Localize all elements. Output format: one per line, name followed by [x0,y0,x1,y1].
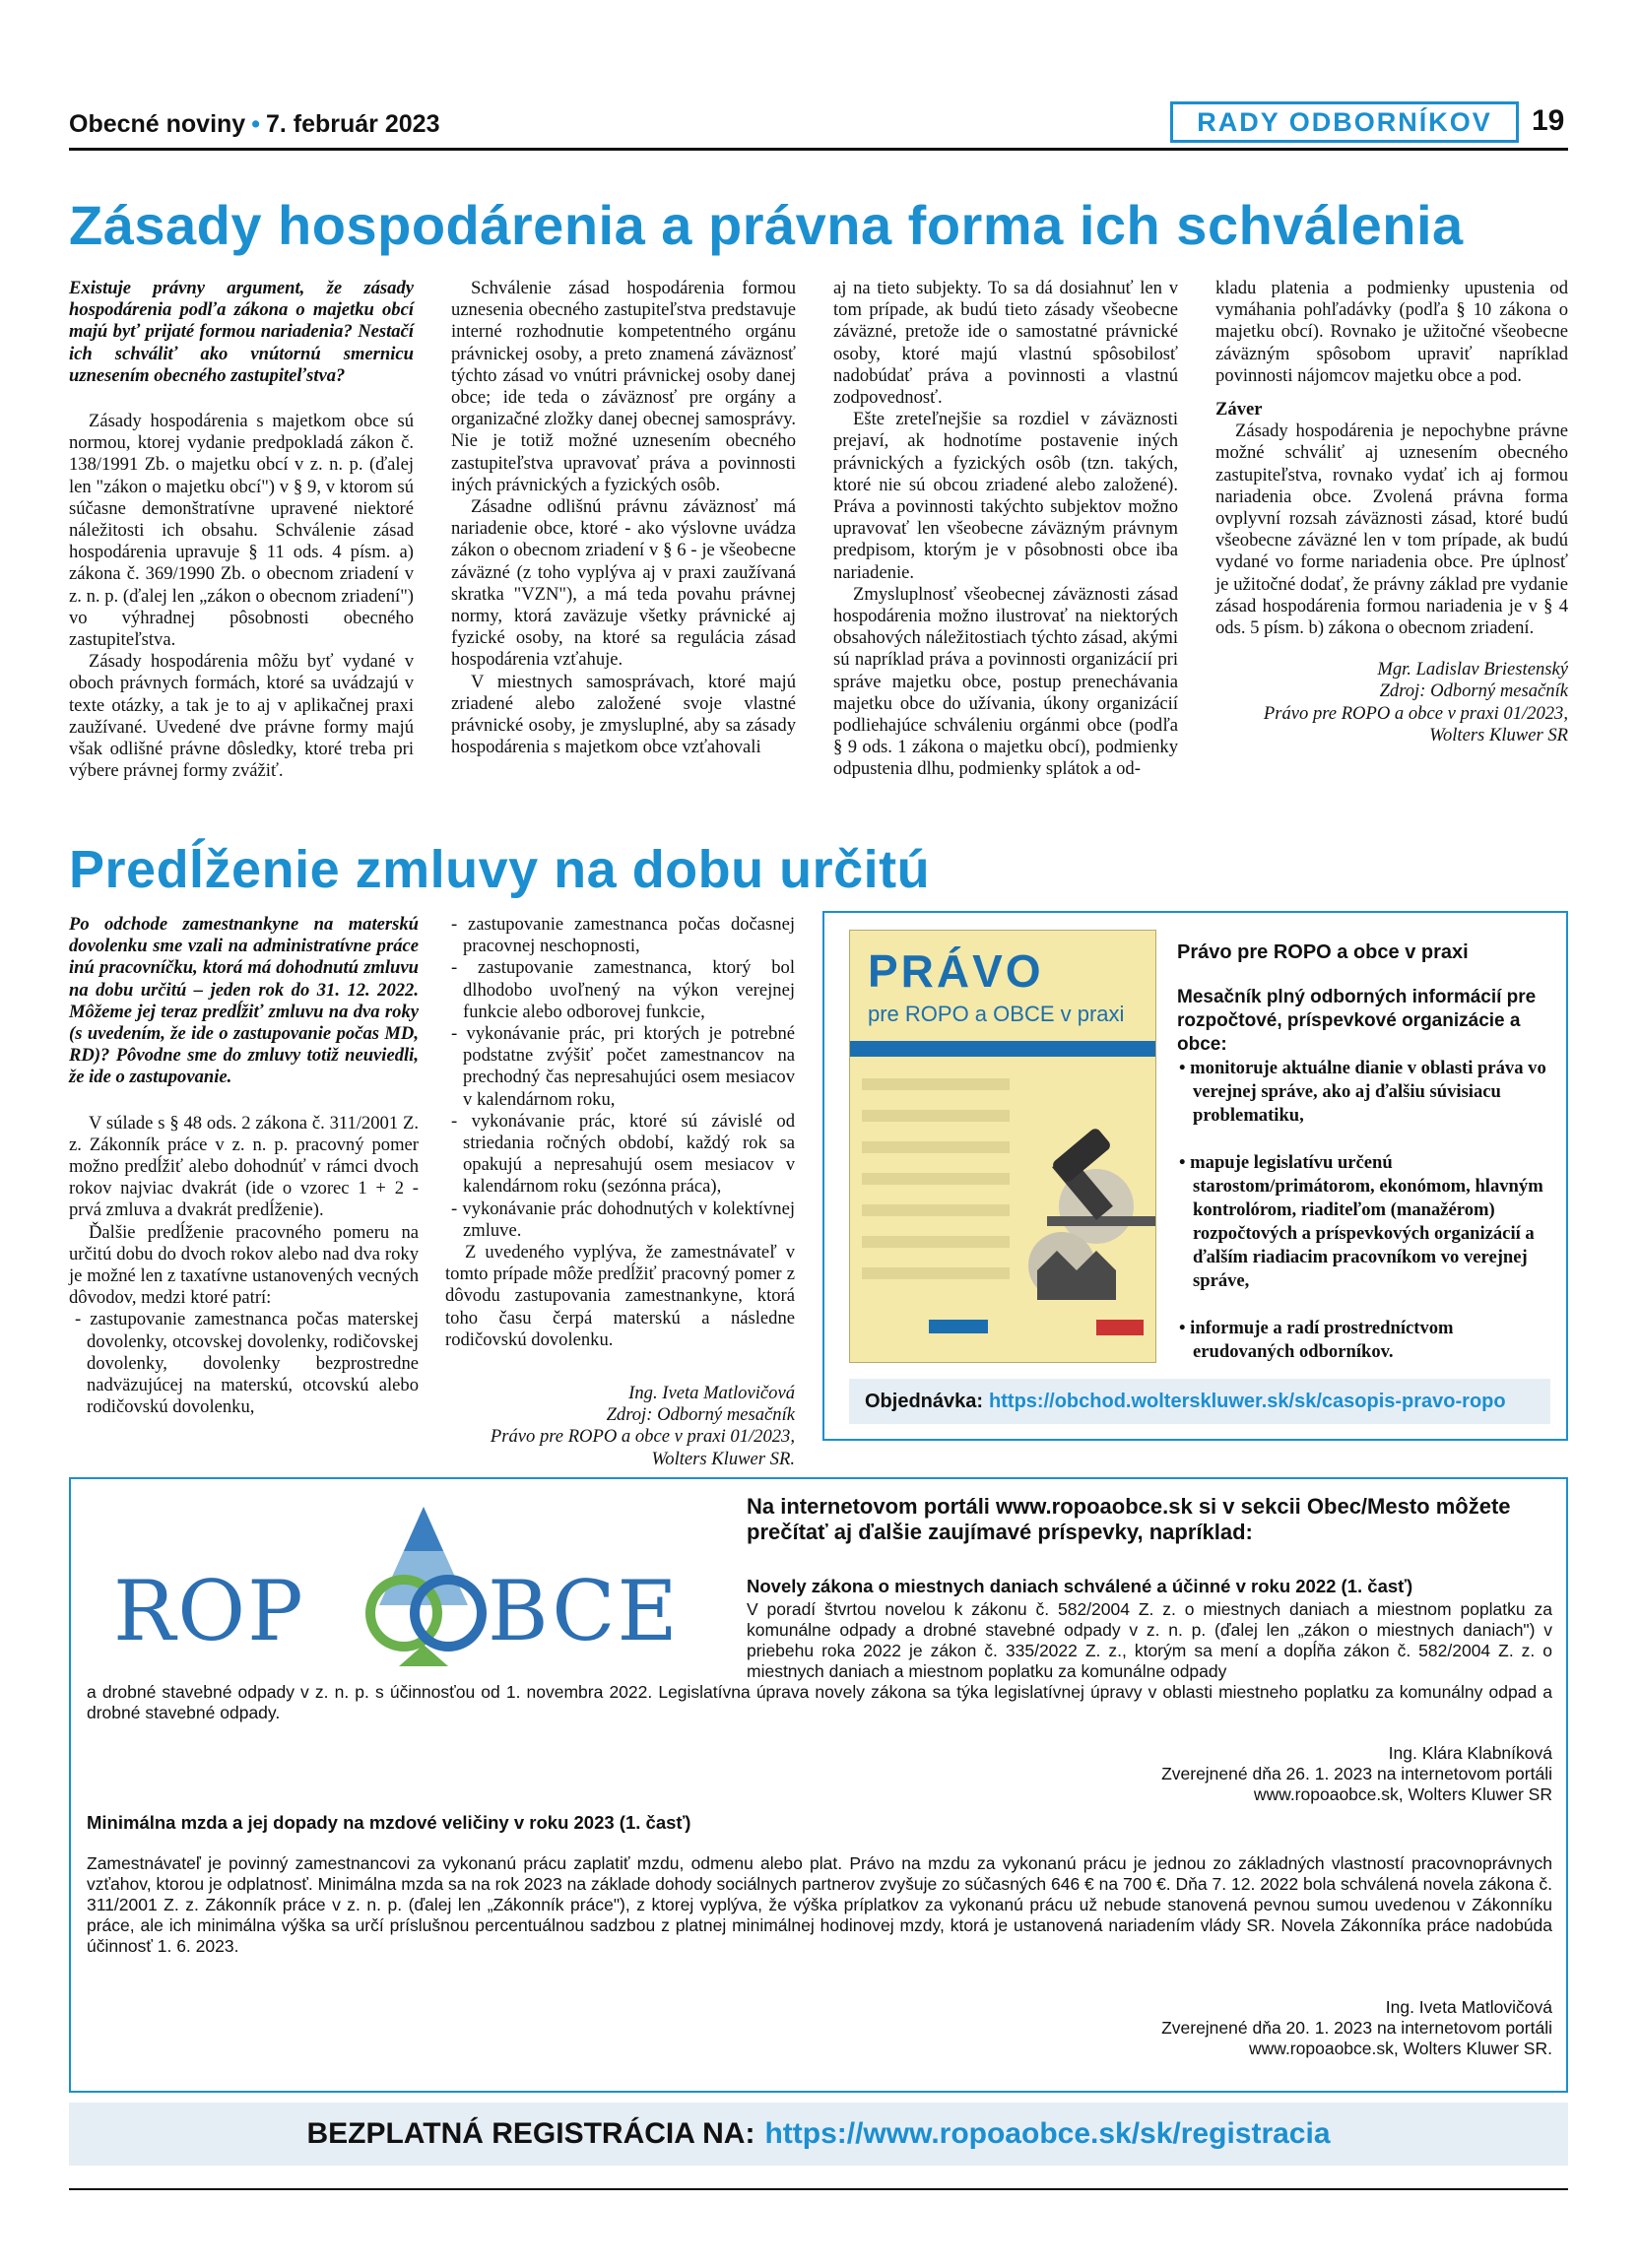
publication-name: Obecné noviny [69,110,246,138]
promo-heading: Právo pre ROPO a obce v praxi [1177,941,1469,963]
published-line: Zverejnené dňa 20. 1. 2023 na internetovom portáli [1161,2018,1552,2038]
list-item: - vykonávanie prác, pri ktorých je potrebné podstatne zvýšiť počet zamestnancov na prechodný čas nepresahujúci osem mesiacov v kalendárnom roku, [445,1023,795,1111]
author-name: Ing. Iveta Matlovičová [628,1383,795,1404]
portal-item1-text-b: a drobné stavebné odpady v z. n. p. s účinnosťou od 1. novembra 2022. Legislatívna úprava novely zákona sa týka legislatívnej úpravy v oblasti miestneho poplatku za komunálny odpad a drobné stavebné odpady. [87,1682,1552,1722]
article1-column-4 [1215,278,1568,746]
article2-column-1 [69,914,419,1418]
article2-lead: Po odchode zamestnankyne na materskú dovolenku sme vzali na administratívne práce inú pracovníčku, ktorá má dohodnutú zmluvu na dobu určitú – jeden rok do 31. 12. 2022. Môžeme jej teraz predĺžiť zmluvu na dva roky (s uvedením, že ide o zastupovanie počas MD, RD)? Pôvodne sme do zmluvy totiž neuviedli, že ide o zastupovanie. [69,914,419,1088]
article1-paragraph: Ešte zreteľnejšie sa rozdiel v záväznosti prejaví, ak hodnotíme postavenie iných právnických a fyzických osôb (tzn. takých, ktoré nie sú obcou zriadené alebo založené). Práva a povinnosti takýchto subjektov možno upravovať len všeobecne záväzným právnym predpisom, ktorým je v pôsobnosti obce iba nariadenie. [833,409,1178,583]
list-item: - vykonávanie prác, ktoré sú závislé od striedania ročných období, každý rok sa opakujú a nepresahujú osem mesiacov v kalendárnom roku (sezónna práca), [445,1111,795,1199]
portal-item2-signature [886,1997,1552,2059]
conclusion-heading: Záver [1215,399,1263,421]
promo-intro: Mesačník plný odborných informácií pre rozpočtové, príspevkové organizácie a obce: [1177,987,1537,1055]
portal-item1-signature [886,1743,1552,1805]
ropoobce-logo-icon [108,1497,709,1669]
article1-paragraph: Zásadne odlišnú právnu záväznosť má nariadenie obce, ktoré - ako výslovne uvádza zákon o obecnom zriadení v § 6 - je všeobecne záväzné (z toho vyplýva aj v praxi zaužívaná skratka "VZN"), a má teda povahu právnej normy, ktorá zaväzuje všetky právnické aj fyzické osoby, na ktoré sa regulácia zásad hospodárenia vzťahuje. [451,496,796,671]
cover-title: PRÁVO [868,945,1044,997]
footer-rule [69,2188,1568,2190]
promo-bullet: • informuje a radí prostredníctvom erudovaných odborníkov. [1177,1317,1551,1364]
registration-label: BEZPLATNÁ REGISTRÁCIA NA: [306,2117,755,2150]
published-line: www.ropoaobce.sk, Wolters Kluwer SR [1253,1784,1552,1804]
article1-paragraph: Zmysluplnosť všeobecnej záväznosti zásad hospodárenia možno ilustrovať na niektorých obsahových náležitostiach týchto zásad, akými sú napríklad práva a povinnosti organizácií pri správe majetku obce, postup prenechávania majetku obce do užívania, úkony organizácií podliehajúce schváleniu orgánmi obce (podľa § 9 ods. 1 zákona o majetku obcí), podmienky odpustenia dlhu, podmienky splátok a od- [833,583,1178,780]
gavel-illustration-icon [850,1059,1156,1363]
article1-paragraph: V miestnych samosprávach, ktoré majú zriadené alebo založené svoje vlastné právnické osoby, je zmysluplné, aby sa zásady hospodárenia s majetkom obce vzťahovali [451,671,796,758]
page-header-left [69,110,439,139]
cover-band [850,1041,1155,1057]
promo-bullet: • monitoruje aktuálne dianie v oblasti práva vo verejnej správe, ako aj ďalšiu súvisiacu problematiku, [1177,1057,1551,1128]
portal-item1-text-a: V poradí štvrtou novelou k zákonu č. 582/2004 Z. z. o miestnych daniach a miestnom poplatku za komunálne odpady a drobné stavebné odpady v z. n. p. (ďalej len „zákon o miestnych daniach") v priebehu roka 2022 je zákon č. 335/2022 Z. z., ktorým sa mení a dopĺňa zákon č. 582/2004 Z. z. o miestnych daniach a miestnom poplatku za komunálne odpady [747,1599,1552,1681]
list-item: - zastupovanie zamestnanca počas materskej dovolenky, otcovskej dovolenky, rodičovskej dovolenky, dovolenky bezprostredne nadväzujúcej na materskú, otcovskú alebo rodičovskú dovolenku, [69,1309,419,1418]
promo-bullets [1177,1057,1551,1364]
author-name: Ing. Iveta Matlovičová [1385,1997,1552,2017]
list-item: - zastupovanie zamestnanca počas dočasnej pracovnej neschopnosti, [445,914,795,957]
article1-column-1 [69,278,414,782]
order-bar [849,1379,1550,1424]
article1-lead: Existuje právny argument, že zásady hospodárenia podľa zákona o majetku obcí majú byť prijaté formou nariadenia? Nestačí ich schváliť ako vnútornú smernicu uznesením obecného zastupiteľstva? [69,278,414,386]
order-link[interactable]: https://obchod.wolterskluwer.sk/sk/casopis-pravo-ropo [989,1390,1506,1412]
reasons-list [69,1309,419,1418]
magazine-cover-image [849,930,1156,1363]
source-line: Právo pre ROPO a obce v praxi 01/2023, [1263,702,1568,724]
source-line: Wolters Kluwer SR. [651,1448,795,1469]
portal-item2-title[interactable]: Minimálna mzda a jej dopady na mzdové veličiny v roku 2023 (1. časť) [87,1812,691,1833]
published-line: Zverejnené dňa 26. 1. 2023 na internetovom portáli [1161,1764,1552,1783]
article2-paragraph: V súlade s § 48 ods. 2 zákona č. 311/2001 Z. z. Zákonník práce v z. n. p. pracovný pomer možno predĺžiť alebo dohodnúť v rámci dvoch rokov najviac dvakrát (ide o vzorec 1 + 2 - prvá zmluva a dvakrát predĺženie). [69,1112,419,1221]
portal-item1-title[interactable]: Novely zákona o miestnych daniach schválené a účinné v roku 2022 (1. časť) [747,1576,1413,1596]
article1-paragraph: Schválenie zásad hospodárenia formou uznesenia obecného zastupiteľstva predstavuje interné rozhodnutie kompetentného orgánu právnickej osoby, a preto znamená záväznosť týchto zásad vo vnútri právnickej osoby danej obce; ide teda o záväznosť pre orgány a organizačné zložky danej obecnej samosprávy. Nie je totiž možné uznesením obecného zastupiteľstva upravovať práva a povinnosti iných právnických a fyzických osôb. [451,278,796,495]
article1-paragraph: aj na tieto subjekty. To sa dá dosiahnuť len v tom prípade, ak budú tieto zásady všeobecne záväzné, pretože ide o samostatné právnické osoby, ktoré majú vlastnú spôsobilosť nadobúdať práva a povinnosti a vlastnú zodpovednosť. [833,278,1178,409]
svg-text:BCE: BCE [488,1563,680,1659]
separator-dot-icon: • [251,110,260,138]
issue-date: 7. február 2023 [265,110,440,138]
article1-column-3 [833,278,1178,781]
registration-link[interactable]: https://www.ropoaobce.sk/sk/registracia [764,2117,1331,2150]
article1-paragraph: Zásady hospodárenia môžu byť vydané v oboch právnych formách, ktoré sa uvádzajú v texte otázky, a tak je to aj v aplikačnej praxi zaužívané. Uvedené dve právne formy majú však odlišné právne dôsledky, ktoré treba pri výbere právnej formy zvážiť. [69,651,414,782]
published-line: www.ropoaobce.sk, Wolters Kluwer SR. [1249,2039,1552,2058]
article2-signature [445,1383,795,1470]
source-line: Wolters Kluwer SR [1429,724,1568,745]
article1-paragraph: Zásady hospodárenia s majetkom obce sú normou, ktorej vydanie predpokladá zákon č. 138/1991 Zb. o majetku obcí v z. n. p. (ďalej len "zákon o majetku obcí") v § 9, v ktorom sú súčasne demonštratívne upravené niektoré náležitosti ich obsahu. Schválenie zásad hospodárenia upravuje § 11 ods. 4 písm. a) zákona č. 369/1990 Zb. o obecnom zriadení v z. n. p. (ďalej len „zákon o obecnom zriadení") vo výhradnej pôsobnosti obecného zastupiteľstva. [69,411,414,651]
source-line: Právo pre ROPO a obce v praxi 01/2023, [490,1426,795,1448]
cover-subtitle: pre ROPO a OBCE v praxi [868,1002,1125,1026]
page-number: 19 [1532,104,1565,137]
article2-closing: Z uvedeného vyplýva, že zamestnávateľ v tomto prípade môže predĺžiť pracovný pomer z dôvodu zastupovania zamestnankyne, ktorá toho času čerpá materskú a následne rodičovskú dovolenku. [445,1242,795,1350]
article1-paragraph: kladu platenia a podmienky upustenia od vymáhania pohľadávky (podľa § 10 zákona o majetku obcí). Rovnako je užitočné všeobecne záväzným spôsobom upraviť napríklad povinnosti nájomcov majetku obce a pod. [1215,278,1568,386]
article2-column-2 [445,914,795,1470]
article2-title: Predĺženie zmluvy na dobu určitú [69,840,931,899]
portal-item2-text: Zamestnávateľ je povinný zamestnancovi za vykonanú prácu zaplatiť mzdu, odmenu alebo plat. Právo na mzdu za vykonanú prácu je jednou zo základných vlastností pracovnoprávnych vzťahov, ktorou je odplatnosť. Minimálna mzda sa na rok 2023 na základe dohody sociálnych partnerov zvyšuje zo súčasných 646 € na 700 €. Dňa 7. 12. 2022 bola schválená novela zákona č. 311/2001 Z. z. Zákonník práce v z. n. p. (ďalej len „Zákonník práce"), z ktorej vyplýva, že výška príplatkov za vykonanú prácu už nebude stanovená pevnou sumou uvedenou v Zákonníku práce, ale ich minimálna výška sa určí príslušnou percentuálnou sadzbou z platnej minimálnej hodinovej mzdy, ktorá je ustanovená nariadením vlády SR. Novela Zákonníka práce nadobúda účinnosť 1. 6. 2023. [87,1853,1552,1956]
order-label: Objednávka: [865,1390,984,1412]
reasons-list [445,914,795,1242]
article1-signature [1215,659,1568,746]
section-label: RADY ODBORNÍKOV [1170,101,1519,143]
list-item: - zastupovanie zamestnanca, ktorý bol dlhodobo uvoľnený na výkon verejnej funkcie alebo odborovej funkcie, [445,957,795,1023]
list-item: - vykonávanie prác dohodnutých v kolektívnej zmluve. [445,1199,795,1242]
header-rule [69,148,1568,151]
promo-description [1177,940,1551,1388]
article1-title: Zásady hospodárenia a právna forma ich schválenia [69,194,1464,256]
promo-bullet: • mapuje legislatívu určenú starostom/primátorom, ekonómom, hlavným kontrolórom, riaditeľom (manažérom) rozpočtových a príspevkových organizácií a ďalším riadiacim pracovníkom vo verejnej správe, [1177,1151,1551,1293]
portal-intro: Na internetovom portáli www.ropoaobce.sk si v sekcii Obec/Mesto môžete prečítať aj ďalšie zaujímavé príspevky, napríklad: [747,1494,1511,1544]
source-line: Zdroj: Odborný mesačník [606,1404,795,1426]
author-name: Mgr. Ladislav Briestenský [1377,659,1568,680]
svg-text:ROP: ROP [113,1563,305,1659]
registration-bar [69,2103,1568,2166]
article2-paragraph: Ďalšie predĺženie pracovného pomeru na určitú dobu do dvoch rokov alebo nad dva roky je možné len z taxatívne ustanovených vecných dôvodov, medzi ktoré patrí: [69,1221,419,1309]
article1-column-2 [451,278,796,758]
article1-conclusion: Zásady hospodárenia je nepochybne právne možné schváliť aj uznesením obecného zastupiteľstva, rovnako vydať ich aj formou nariadenia obce. Zvolená právna forma ovplyvní rozsah záväznosti zásad, ktoré budú všeobecne záväzné len v tom prípade, ak budú vydané vo forme nariadenia obce. Pre úplnosť je užitočné dodať, že právny základ pre vydanie zásad hospodárenia formou nariadenia je v § 4 ods. 5 písm. b) zákona o obecnom zriadení. [1215,421,1568,639]
source-line: Zdroj: Odborný mesačník [1379,680,1568,702]
author-name: Ing. Klára Klabníková [1388,1743,1552,1763]
